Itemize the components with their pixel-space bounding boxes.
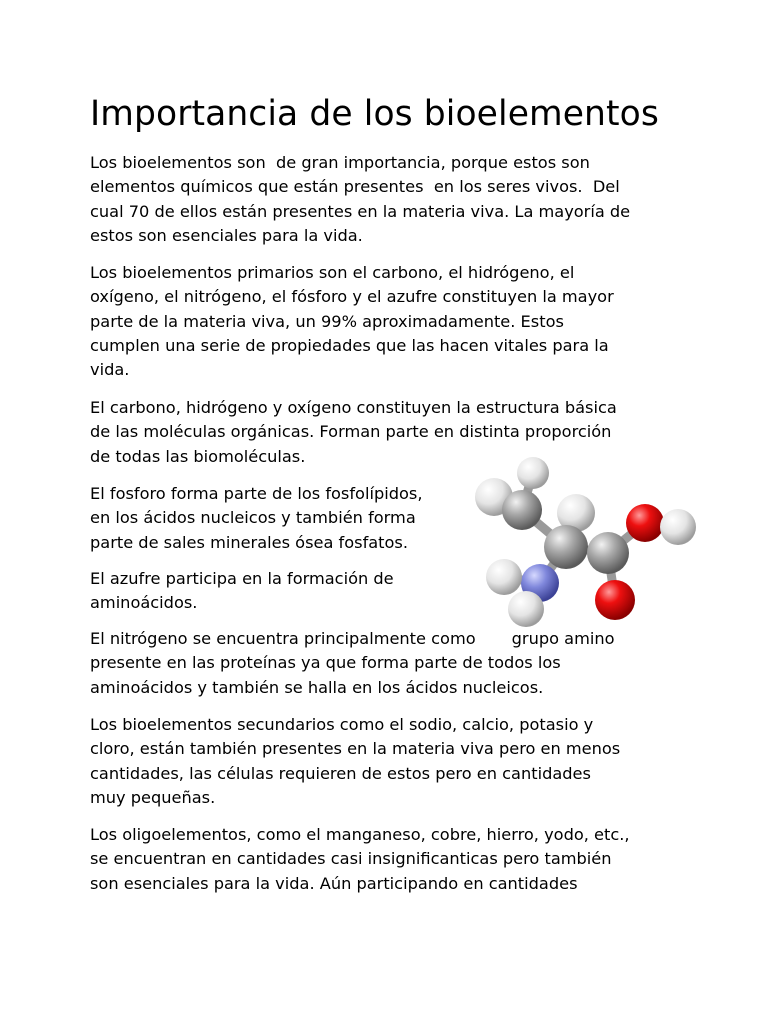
text-line: en los ácidos nucleicos y también forma <box>90 508 416 528</box>
text-line: de todas las biomoléculas. <box>90 446 306 466</box>
text-line: parte de sales minerales ósea fosfatos. <box>90 532 409 552</box>
text-line: se encuentran en cantidades casi insignificanticas pero también <box>90 849 612 869</box>
hydrogen-atom <box>486 559 522 595</box>
text-line: son esenciales para la vida. Aún participando en cantidades <box>90 873 578 893</box>
hydrogen-atom <box>660 509 696 545</box>
paragraph-sulfur <box>90 567 394 616</box>
page-title: Importancia de los bioelementos <box>90 94 659 134</box>
text-line: muy pequeñas. <box>90 787 216 807</box>
paragraph-oligoelements <box>90 823 630 896</box>
text-line: elementos químicos que están presentes en los seres vivos. Del <box>90 177 620 197</box>
text-line: cantidades, las células requieren de estos pero en cantidades <box>90 763 591 783</box>
amino-acid-molecule-illustration <box>458 455 708 635</box>
oxygen-atom <box>595 580 635 620</box>
text-line: vida. <box>90 360 130 380</box>
text-line: El fosforo forma parte de los fosfolípidos, <box>90 484 423 503</box>
text-line: Los bioelementos primarios son el carbono, el hidrógeno, el <box>90 263 575 282</box>
text-line: El azufre participa en la formación de <box>90 569 394 588</box>
carbon-atom <box>587 532 629 574</box>
paragraph-primary-bioelements <box>90 261 614 382</box>
text-line: Los bioelementos secundarios como el sodio, calcio, potasio y <box>90 715 594 734</box>
text-line: aminoácidos y también se halla en los ácidos nucleicos. <box>90 677 544 697</box>
hydrogen-atom <box>517 457 549 489</box>
text-line: parte de la materia viva, un 99% aproximadamente. Estos <box>90 311 564 331</box>
paragraph-intro <box>90 151 630 248</box>
text-line: Los oligoelementos, como el manganeso, cobre, hierro, yodo, etc., <box>90 825 630 844</box>
text-line: oxígeno, el nitrógeno, el fósforo y el azufre constituyen la mayor <box>90 287 614 307</box>
paragraph-secondary-bioelements <box>90 713 620 810</box>
text-line: cumplen una serie de propiedades que las hacen vitales para la <box>90 335 609 355</box>
paragraph-phosphorus <box>90 482 423 555</box>
text-line: El carbono, hidrógeno y oxígeno constituyen la estructura básica <box>90 398 617 417</box>
text-line: estos son esenciales para la vida. <box>90 225 363 245</box>
text-line: cual 70 de ellos están presentes en la materia viva. La mayoría de <box>90 201 631 221</box>
text-line: aminoácidos. <box>90 593 198 613</box>
text-line: presente en las proteínas ya que forma parte de todos los <box>90 653 561 673</box>
carbon-atom <box>544 525 588 569</box>
oxygen-atom <box>626 504 664 542</box>
text-line: cloro, están también presentes en la materia viva pero en menos <box>90 739 621 759</box>
text-line: El nitrógeno se encuentra principalmente como grupo amino <box>90 629 615 648</box>
molecule-atoms <box>475 457 696 627</box>
carbon-atom <box>502 490 542 530</box>
paragraph-nitrogen <box>90 627 615 700</box>
text-line: de las moléculas orgánicas. Forman parte en distinta proporción <box>90 422 612 442</box>
hydrogen-atom <box>508 591 544 627</box>
text-line: Los bioelementos son de gran importancia, porque estos son <box>90 153 590 172</box>
